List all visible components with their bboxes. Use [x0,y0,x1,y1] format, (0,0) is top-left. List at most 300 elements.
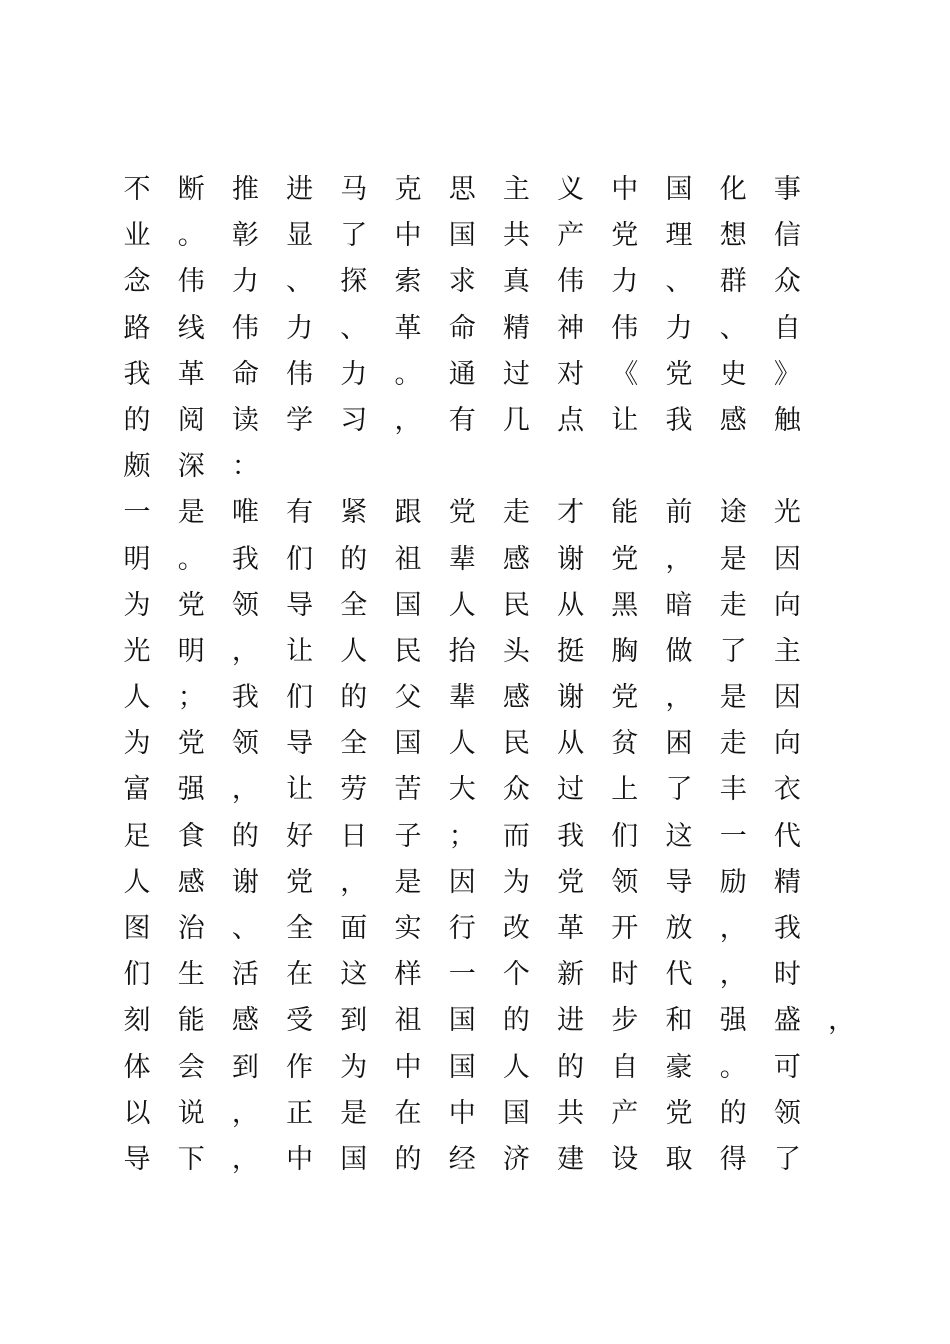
text-char: 国 [448,220,476,252]
text-char: 受 [286,1005,314,1037]
text-char: 念 [123,266,151,298]
text-char: 以 [123,1097,151,1129]
text-char: 进 [286,174,314,205]
text-char: 思 [448,174,476,205]
text-char: 设 [611,1143,639,1175]
text-char: ， [665,682,693,714]
text-char: 力 [286,312,314,344]
text-char: 取 [665,1143,693,1175]
text-char: 为 [123,589,151,621]
text-char: 、 [340,312,368,344]
text-char: ， [231,774,259,806]
text-char: 。 [177,543,205,575]
text-char: 全 [340,589,368,621]
text-char: 是 [340,1097,368,1129]
text-char: 辈 [448,682,476,714]
text-char: 我 [231,543,259,575]
text-char: 党 [665,1097,693,1129]
text-char: 神 [557,312,585,344]
text-char: 领 [611,866,639,898]
text-char: 阅 [177,404,205,436]
text-char: 一 [448,959,476,991]
text-char: 人 [123,866,151,898]
text-char: 一 [123,497,151,529]
text-char: 民 [394,635,422,667]
text-char: 精 [502,312,530,344]
text-char: 面 [340,913,368,944]
text-line [0,632,950,678]
text-char: 丰 [719,774,747,806]
text-char: 力 [231,266,259,298]
text-char: 颇 [123,451,151,483]
text-char: 党 [448,497,476,529]
text-char: 自 [773,312,801,344]
text-char: 样 [394,959,422,991]
text-char: 力 [340,358,368,390]
text-line [0,863,950,909]
text-char: 了 [773,1143,801,1175]
text-char: 学 [286,404,314,436]
text-line [0,909,950,955]
text-char: 众 [502,774,530,806]
text-char: 党 [286,866,314,898]
text-char: 途 [719,497,747,529]
text-char: 事 [773,174,801,205]
text-char: 感 [502,543,530,575]
text-char: 导 [123,1143,151,1175]
text-char: ， [719,959,747,991]
text-char: 中 [448,1097,476,1129]
text-char: 党 [665,358,693,390]
text-char: 共 [557,1097,585,1129]
text-char: 党 [557,866,585,898]
text-char: 国 [502,1097,530,1129]
text-char: 有 [448,404,476,436]
text-char: 因 [448,866,476,898]
text-char: 业 [123,220,151,252]
text-char: 紧 [340,497,368,529]
text-char: 国 [448,1005,476,1037]
text-char: 是 [719,543,747,575]
text-line [0,170,950,216]
text-char: 伟 [231,312,259,344]
text-char: 步 [611,1005,639,1037]
text-char: 中 [286,1143,314,1175]
text-char: 光 [773,497,801,529]
text-line [0,216,950,262]
text-char: 感 [231,1005,259,1037]
text-char: 中 [394,220,422,252]
text-char: ； [448,820,476,852]
text-char: 实 [394,913,422,944]
text-char: 党 [611,220,639,252]
text-char: 是 [719,682,747,714]
text-char: 向 [773,589,801,621]
text-char: 主 [773,635,801,667]
text-char: 。 [719,1051,747,1083]
text-char: 强 [719,1005,747,1037]
text-char: 。 [177,220,205,252]
text-char: 《 [611,358,639,390]
text-char: 暗 [665,589,693,621]
text-char: 在 [286,959,314,991]
text-char: 才 [557,497,585,529]
text-char: 而 [502,820,530,852]
text-char: 全 [340,728,368,760]
text-char: 民 [502,728,530,760]
text-char: 为 [340,1051,368,1083]
text-char: 民 [502,589,530,621]
text-char: 习 [340,404,368,436]
text-char: 产 [611,1097,639,1129]
text-char: 建 [557,1143,585,1175]
text-char: 有 [286,497,314,529]
text-char: 在 [394,1097,422,1129]
text-char: 代 [773,820,801,852]
text-char: 》 [773,358,801,390]
text-char: 导 [286,728,314,760]
text-char: 走 [719,728,747,760]
text-char: 苦 [394,774,422,806]
text-char: 了 [340,220,368,252]
text-line [0,1140,950,1186]
text-char: 国 [340,1143,368,1175]
text-char: 我 [557,820,585,852]
text-char: 前 [665,497,693,529]
text-char: ， [719,913,747,944]
text-char: 读 [231,404,259,436]
text-char: 的 [502,1005,530,1037]
text-char: 盛 [773,1005,801,1037]
text-char: 豪 [665,1051,693,1083]
text-char: 人 [502,1051,530,1083]
text-char: 革 [177,358,205,390]
text-char: 励 [719,866,747,898]
text-char: 国 [448,1051,476,1083]
text-char: 革 [557,913,585,944]
text-char: 向 [773,728,801,760]
text-line [0,1001,950,1047]
text-char: 一 [719,820,747,852]
text-char: 们 [286,682,314,714]
text-char: 想 [719,220,747,252]
text-char: 到 [340,1005,368,1037]
text-char: 新 [557,959,585,991]
text-line [0,724,950,770]
text-char: 的 [231,820,259,852]
text-char: 理 [665,220,693,252]
text-char: 的 [340,682,368,714]
text-char: 做 [665,635,693,667]
text-char: ， [231,635,259,667]
text-line [0,355,950,401]
text-char: 、 [286,266,314,298]
text-char: 因 [773,682,801,714]
text-char: 日 [340,820,368,852]
text-line [0,540,950,586]
text-char: 能 [177,1005,205,1037]
text-char: 这 [340,959,368,991]
text-char: 体 [123,1051,151,1083]
text-char: 富 [123,774,151,806]
text-char: 中 [611,174,639,205]
text-char: 精 [773,866,801,898]
text-char: 让 [286,774,314,806]
text-char: 生 [177,959,205,991]
text-char: 感 [719,404,747,436]
text-char: 好 [286,820,314,852]
text-char: 史 [719,358,747,390]
text-char: 领 [773,1097,801,1129]
text-char: 放 [665,913,693,944]
text-char: 因 [773,543,801,575]
text-char: 们 [286,543,314,575]
text-char: 挺 [557,635,585,667]
text-char: 父 [394,682,422,714]
text-char: 从 [557,589,585,621]
text-char: 时 [773,959,801,991]
text-char: 过 [557,774,585,806]
text-char: 说 [177,1097,205,1129]
text-char: 伟 [177,266,205,298]
text-char: 了 [719,635,747,667]
text-char: 信 [773,220,801,252]
text-char: 这 [665,820,693,852]
text-char: 济 [502,1143,530,1175]
text-char: 不 [123,174,151,205]
text-line [0,817,950,863]
text-char: 衣 [773,774,801,806]
text-char: 辈 [448,543,476,575]
text-char: 黑 [611,589,639,621]
text-char: 了 [665,774,693,806]
text-char: 走 [502,497,530,529]
text-char: 线 [177,312,205,344]
text-char: 人 [448,589,476,621]
text-char: 群 [719,266,747,298]
text-char: 党 [177,589,205,621]
text-char: 困 [665,728,693,760]
text-char: 们 [611,820,639,852]
text-char: 索 [394,266,422,298]
text-char: 众 [773,266,801,298]
text-char: 的 [123,404,151,436]
text-char: 劳 [340,774,368,806]
text-char: 命 [448,312,476,344]
text-char: 国 [394,589,422,621]
text-char: 跟 [394,497,422,529]
text-char: 马 [340,174,368,205]
text-char: 自 [611,1051,639,1083]
text-char: ， [665,543,693,575]
text-char: 伟 [611,312,639,344]
text-char: 真 [502,266,530,298]
text-char: 推 [231,174,259,205]
text-char: 正 [286,1097,314,1129]
text-char: 、 [231,913,259,944]
text-char: 力 [611,266,639,298]
text-char: 光 [123,635,151,667]
text-line [0,586,950,632]
text-char: 义 [557,174,585,205]
body-text [0,170,950,1186]
text-char: 导 [286,589,314,621]
text-char: 会 [177,1051,205,1083]
text-line [0,770,950,816]
text-line [0,309,950,355]
text-char: 过 [502,358,530,390]
text-char: 谢 [231,866,259,898]
text-line [0,262,950,308]
text-char: 祖 [394,1005,422,1037]
text-char: 党 [177,728,205,760]
text-char: 大 [448,774,476,806]
text-char: 人 [123,682,151,714]
text-char: 导 [665,866,693,898]
text-char: 的 [557,1051,585,1083]
text-char: 子 [394,820,422,852]
text-char: 领 [231,728,259,760]
text-char: 上 [611,774,639,806]
text-char: 经 [448,1143,476,1175]
text-char: 全 [286,913,314,944]
text-char: 力 [665,312,693,344]
text-char: 活 [231,959,259,991]
text-char: 让 [286,635,314,667]
text-line [0,447,950,493]
text-char: 命 [231,358,259,390]
text-char: 谢 [557,543,585,575]
text-char: ； [177,682,205,714]
text-char: 我 [231,682,259,714]
text-char: 我 [773,913,801,944]
text-char: 国 [394,728,422,760]
text-char: 我 [123,358,151,390]
text-char: 图 [123,913,151,944]
text-char: 明 [177,635,205,667]
text-char: ： [231,451,259,483]
text-line [0,955,950,1001]
text-char: 走 [719,589,747,621]
text-char: ， [340,866,368,898]
text-char: 为 [502,866,530,898]
text-char: 代 [665,959,693,991]
text-char: 路 [123,312,151,344]
text-char: 改 [502,913,530,944]
text-char: 克 [394,174,422,205]
text-char: ， [231,1143,259,1175]
text-char: 抬 [448,635,476,667]
text-char: 明 [123,543,151,575]
text-char: 是 [177,497,205,529]
text-char: 主 [502,174,530,205]
text-char: 感 [177,866,205,898]
text-char: 深 [177,451,205,483]
text-char: 断 [177,174,205,205]
text-char: ， [828,1005,856,1037]
text-char: 伟 [286,358,314,390]
text-char: 时 [611,959,639,991]
text-char: 触 [773,404,801,436]
text-char: 到 [231,1051,259,1083]
text-line [0,1094,950,1140]
text-char: 祖 [394,543,422,575]
text-char: 让 [611,404,639,436]
text-char: 通 [448,358,476,390]
text-char: 国 [665,174,693,205]
text-char: 个 [502,959,530,991]
text-char: 党 [611,682,639,714]
text-char: 唯 [231,497,259,529]
text-char: 革 [394,312,422,344]
text-char: 谢 [557,682,585,714]
text-char: ， [394,404,422,436]
text-line [0,1048,950,1094]
text-line [0,401,950,447]
text-char: 。 [394,358,422,390]
text-char: 感 [502,682,530,714]
text-line [0,493,950,539]
text-char: 为 [123,728,151,760]
text-char: 中 [394,1051,422,1083]
text-char: 从 [557,728,585,760]
text-char: 下 [177,1143,205,1175]
text-char: 头 [502,635,530,667]
text-char: 彰 [231,220,259,252]
text-char: 党 [611,543,639,575]
text-char: 足 [123,820,151,852]
text-char: 求 [448,266,476,298]
text-char: 显 [286,220,314,252]
text-char: 几 [502,404,530,436]
text-char: 、 [719,312,747,344]
text-char: 的 [340,543,368,575]
text-char: 产 [557,220,585,252]
text-char: 能 [611,497,639,529]
text-char: 作 [286,1051,314,1083]
text-char: 的 [719,1097,747,1129]
text-char: 行 [448,913,476,944]
text-char: 伟 [557,266,585,298]
text-char: 贫 [611,728,639,760]
text-char: 对 [557,358,585,390]
text-char: 点 [557,404,585,436]
text-char: 们 [123,959,151,991]
text-char: 强 [177,774,205,806]
text-char: 人 [340,635,368,667]
text-line [0,678,950,724]
text-char: 刻 [123,1005,151,1037]
text-char: 人 [448,728,476,760]
text-char: 共 [502,220,530,252]
text-char: 是 [394,866,422,898]
text-char: 我 [665,404,693,436]
text-char: ， [231,1097,259,1129]
text-char: 治 [177,913,205,944]
text-char: 领 [231,589,259,621]
text-char: 的 [394,1143,422,1175]
text-char: 食 [177,820,205,852]
text-char: 和 [665,1005,693,1037]
text-char: 、 [665,266,693,298]
text-char: 化 [719,174,747,205]
text-char: 开 [611,913,639,944]
text-char: 胸 [611,635,639,667]
text-char: 可 [773,1051,801,1083]
text-char: 得 [719,1143,747,1175]
text-char: 进 [557,1005,585,1037]
text-char: 探 [340,266,368,298]
